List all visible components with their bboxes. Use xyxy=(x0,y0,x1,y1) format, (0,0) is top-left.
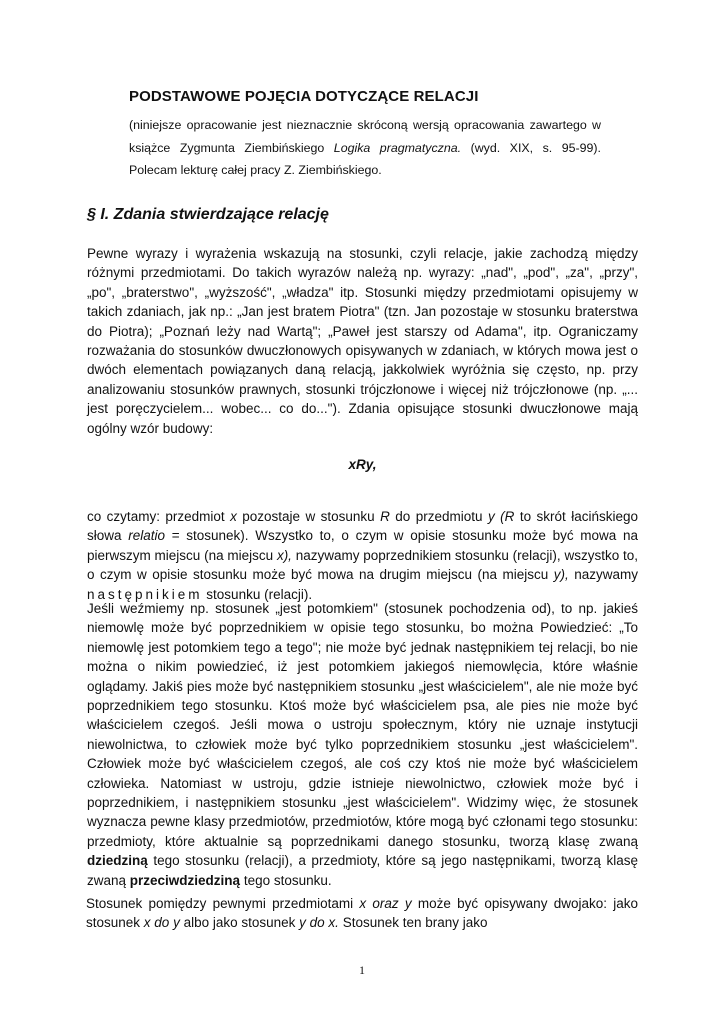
p2-var-x2: x), xyxy=(276,547,292,563)
p4-x-do-y: x do y xyxy=(143,915,180,931)
p2-nastepnikiem: następnikiem xyxy=(87,586,203,602)
p2-relatio: relatio xyxy=(128,528,165,544)
p3-przeciwdziedzina: przeciwdziedziną xyxy=(129,872,241,888)
p2-text-2: pozostaje w stosunku xyxy=(236,509,381,524)
intro-text-b: (wyd. XIX, s. 95-99). Polecam lekturę całej pracy Z. Ziembińskiego. xyxy=(129,140,601,177)
p4-text-2: może być opisywany dwojako: jako stosunek xyxy=(86,896,638,931)
paragraph-1: Pewne wyrazy i wyrażenia wskazują na stosunki, czyli relacje, jakie zachodzą między różnymi przedmiotami. Do takich wyrazów należą np. wyrazy: „nad", „pod", „za", „przy", „po", „braterstwo", „wyższość", „władza" itp. Stosunki między przedmiotami opisujemy w takich zdaniach, jak np.: „Jan jest bratem Piotra" (tzn. Jan pozostaje w stosunku braterstwa do Piotra); „Poznań leży nad Wartą"; „Paweł jest starszy od Adama", itp. Ograniczamy rozważania do stosunków dwuczłonowych opisywanych w zdaniach, w których mowa jest o dwóch elementach powiązanych daną relacją, jakkolwiek wyróżnia się często, np. przy analizowaniu stosunków prawnych, stosunki trójczłonowe i więcej niż trójczłonowe (np. „... jest poręczycielem... wobec... co do..."). Zdania opisujące stosunki dwuczłonowe mają ogólny wzór budowy: xyxy=(87,246,638,436)
p4-text-4: Stosunek ten brany jako xyxy=(338,915,488,931)
paragraph-2 xyxy=(87,507,638,604)
p3-text-2: tego stosunku (relacji), a przedmioty, które są jego następnikami, tworzą klasę zwaną xyxy=(87,853,638,888)
p2-text-3: do przedmiotu xyxy=(389,509,488,524)
p2-text-4: to skrót łacińskiego słowa xyxy=(87,509,638,544)
paragraph-4 xyxy=(86,894,638,933)
intro-note xyxy=(129,114,601,182)
p2-var-x: x xyxy=(230,509,237,524)
p2-var-y: y (R xyxy=(487,509,515,524)
p4-text-1: Stosunek pomiędzy pewnymi przedmiotami xyxy=(86,896,360,911)
page-number: 1 xyxy=(359,963,365,977)
p3-text-1: Jeśli weźmiemy np. stosunek „jest potomkiem" (stosunek pochodzenia od), to np. jakieś niemowlę może być poprzednikiem w opisie tego stosunku, bo można Powiedzieć: „To niemowlę jest potomkiem tego a tego"; nie może być jednak następnikiem tej relacji, bo nie można o nikim powiedzieć, iż jest potomkiem jakiegoś niemowlęcia, które właśnie oglądamy. Jakiś pies może być następnikiem stosunku „jest właścicielem", ale nie może być poprzednikiem tego stosunku. Ktoś może być właścicielem psa, ale pies nie może być właścicielem czegoś. Jeśli mowa o ustroju społecznym, który nie uznaje instytucji niewolnictwa, to człowiek może być tylko poprzednikiem stosunku „jest właścicielem". Człowiek może być właścicielem czegoś, ale coś czy ktoś nie może być właścicielem człowieka. Natomiast w ustroju, gdzie istnieje niewolnictwo, człowiek może być i poprzednikiem, i następnikiem stosunku „jest właścicielem". Widzimy więc, że stosunek wyznacza pewne klasy przedmiotów, przedmiotów, które mogą być członami tego stosunku: przedmioty, które aktualnie są poprzednikami danego stosunku, tworzą klasę zwaną xyxy=(87,601,638,849)
intro-book-title: Logika pragmatyczna. xyxy=(333,140,462,155)
p2-text-6: nazywamy poprzednikiem stosunku (relacji), wszystko to, o czym w opisie stosunku może być mowa na drugim miejscu (na miejscu xyxy=(87,547,639,583)
p2-text-5: = stosunek). Wszystko to, o czym w opisie stosunku może być mowa na pierwszym miejscu (na miejscu xyxy=(87,528,639,563)
p2-var-r: R xyxy=(380,509,390,524)
p4-y-do-x: y do x. xyxy=(299,915,339,931)
p4-x-oraz-y: x oraz y xyxy=(359,896,412,911)
section-heading: § I. Zdania stwierdzające relację xyxy=(87,206,329,223)
document-title: PODSTAWOWE POJĘCIA DOTYCZĄCE RELACJI xyxy=(129,88,479,105)
p2-text-7: nazywamy xyxy=(568,567,638,583)
formula: xRy, xyxy=(348,457,377,472)
p4-text-3: albo jako stosunek xyxy=(179,915,300,931)
p2-var-y2: y), xyxy=(553,567,569,583)
p3-dziedzina: dziedziną xyxy=(87,853,148,869)
p3-text-3: tego stosunku. xyxy=(240,872,332,888)
intro-text-a: (niniejsze opracowanie jest nieznacznie skróconą wersją opracowania zawartego w książce Zygmunta Ziembińskiego xyxy=(129,118,601,155)
p2-text-1: co czytamy: przedmiot xyxy=(87,509,231,524)
p2-text-8: stosunku (relacji). xyxy=(202,586,313,602)
paragraph-3 xyxy=(87,599,638,890)
